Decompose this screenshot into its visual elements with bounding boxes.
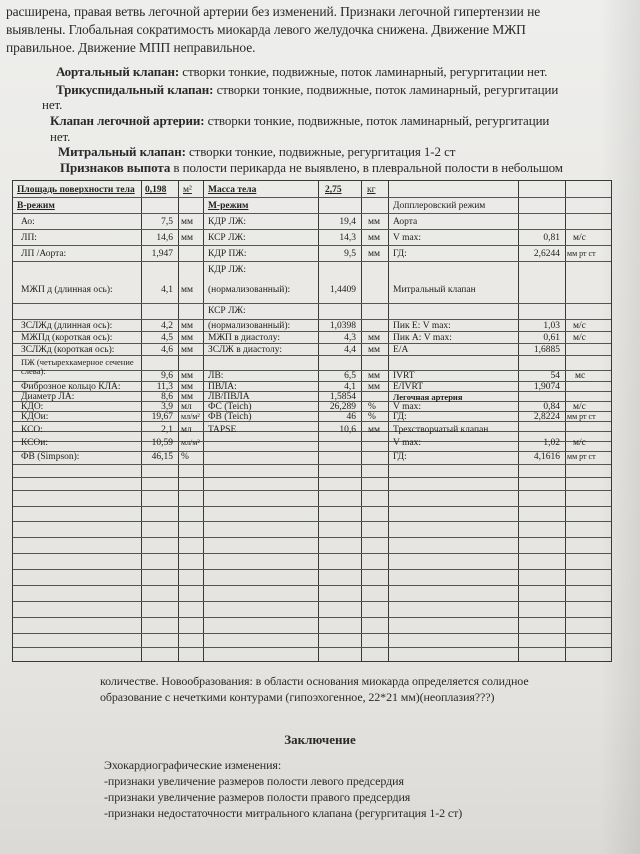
col1-unit: мм	[181, 217, 194, 227]
m-mode-title: М-режим	[208, 201, 249, 211]
col2-value: 10,6	[339, 425, 356, 435]
col2-value: 14,3	[339, 233, 356, 243]
col2-label: ФС (Teich)	[208, 402, 252, 412]
aortic-valve-label: Аортальный клапан:	[56, 64, 180, 79]
col1-label: КСО:	[21, 425, 43, 435]
b-mode-title: В-режим	[17, 201, 55, 211]
col1-value: 4,5	[161, 333, 173, 343]
col2-unit: мм	[368, 345, 381, 355]
tricuspid-valve-text: створки тонкие, подвижные, поток ламинарный, регургитации	[216, 82, 559, 97]
doppler-title: Допплеровский режим	[393, 201, 486, 211]
col2-value: 1,5854	[329, 392, 356, 402]
conclusion-line: -признаки увеличение размеров полости правого предсердия	[104, 790, 411, 804]
col3-label: Аорта	[393, 217, 418, 227]
col1-value: 4,1	[161, 285, 173, 295]
col1-value: 1,947	[151, 249, 173, 259]
col3-unit: мм рт ст	[567, 412, 596, 421]
col1-unit: мм	[181, 233, 194, 243]
tricuspid-valve-cont: нет.	[42, 97, 63, 112]
conclusion-title: Заключение	[284, 732, 356, 747]
col1-label: ПЖ (четырехкамерное сечение слева):	[21, 357, 134, 376]
col2-value: 19,4	[339, 217, 356, 227]
col3-unit: м/с	[573, 438, 586, 448]
col1-label: ЛП:	[21, 233, 37, 243]
col1-unit: мм	[181, 392, 194, 402]
col1-label: МЖПд (короткая ось):	[21, 333, 113, 343]
col2-label: ПВЛА:	[208, 382, 237, 392]
col2-value: 4,4	[344, 345, 356, 355]
col3-value: 1,9074	[533, 382, 560, 392]
effusion-text: в полости перикарда не выявлено, в плевральной полости в небольшом	[173, 160, 563, 175]
col3-label: IVRT	[393, 371, 415, 381]
col3-value: 2,8224	[533, 412, 560, 422]
col2-unit: мм	[368, 371, 381, 381]
measurements-table	[12, 180, 612, 662]
mass-label: Масса тела	[208, 185, 257, 195]
text-line-2: выявлены. Глобальная сократимость миокарда левого желудочка снижена. Движение МЖП	[6, 22, 526, 37]
col3-unit: м/с	[573, 333, 586, 343]
col1-unit: мм	[181, 382, 194, 392]
pulmonary-valve-text: створки тонкие, подвижные, поток ламинарный, регургитации	[207, 113, 550, 128]
col2-value: 26,289	[329, 402, 356, 412]
col3-label: Пик А: V max:	[393, 333, 452, 343]
col3-value: 54	[550, 371, 560, 381]
col1-value: 9,6	[161, 371, 173, 381]
col2-value: 6,5	[344, 371, 356, 381]
neoplasm-line-2: образование с нечеткими контурами (гипоэхогенное, 22*21 мм)(неоплазия???)	[100, 690, 495, 704]
col2-label: МЖП в диастолу:	[208, 333, 281, 343]
col3-value: 1,03	[543, 321, 560, 331]
col2-value: 1,0398	[329, 321, 356, 331]
col3-label: Легочная артерия	[393, 392, 463, 402]
col3-label: V max:	[393, 233, 422, 243]
col2-unit: мм	[368, 233, 381, 243]
col1-label: КДОи:	[21, 412, 49, 422]
neoplasm-line-1	[100, 674, 529, 689]
col1-value: 46,15	[151, 452, 173, 462]
col3-label: Пик Е: V max:	[393, 321, 451, 331]
col2-unit: мм	[368, 382, 381, 392]
pulmonary-valve-label: Клапан легочной артерии:	[50, 113, 205, 128]
bsa-label: Площадь поверхности тела	[17, 185, 135, 195]
col3-value: 2,6244	[533, 249, 560, 259]
col1-label: КДО:	[21, 402, 44, 412]
col2-unit: мм	[368, 333, 381, 343]
col1-label: Диаметр ЛА:	[21, 392, 75, 402]
col1-label: ЛП /Аорта:	[21, 249, 67, 259]
text-line-3: правильное. Движение МПП неправильное.	[6, 40, 256, 55]
col3-label: V max:	[393, 402, 422, 412]
col3-label: ГД:	[393, 249, 407, 259]
col2-label-2: (нормализованный):	[208, 285, 291, 295]
col3-value: 0,81	[543, 233, 560, 243]
conclusion-line: Эхокардиографические изменения:	[104, 758, 282, 772]
col1-label: Ао:	[21, 217, 35, 227]
col3-label: E/IVRT	[393, 382, 424, 392]
col1-value: 2,1	[161, 425, 173, 435]
col2-value: 4,3	[344, 333, 356, 343]
col3-label: ГД:	[393, 452, 407, 462]
col3-value: 1,6885	[533, 345, 560, 355]
col3-value: 0,61	[543, 333, 560, 343]
col2-label: КСР ЛЖ:	[208, 233, 246, 243]
col2-label: ЗСЛЖ в диастолу:	[208, 345, 283, 355]
col2-unit: мм	[368, 217, 381, 227]
col2-label: КДР ПЖ:	[208, 249, 247, 259]
tricuspid-valve-line	[56, 82, 558, 98]
col1-value: 4,2	[161, 321, 173, 331]
conclusion-line: -признаки недостаточности митрального клапана (регургитация 1-2 ст)	[104, 806, 463, 820]
col2-label: ЛВ:	[208, 371, 224, 381]
col3-label: ГД:	[393, 412, 407, 422]
col1-unit: мл	[181, 402, 192, 412]
col1-value: 7,5	[161, 217, 173, 227]
col2-unit: мм	[368, 425, 381, 435]
col2-value: 4,1	[344, 382, 356, 392]
aortic-valve-line	[56, 64, 547, 80]
col1-label: ФВ (Simpson):	[21, 452, 80, 462]
pulmonary-valve-cont: нет.	[50, 129, 71, 144]
col2-label: TAPSE	[208, 425, 237, 435]
mitral-valve-label: Митральный клапан:	[58, 144, 186, 159]
col2-unit: мм	[368, 249, 381, 259]
aortic-valve-text: створки тонкие, подвижные, поток ламинарный, регургитации нет.	[182, 64, 548, 79]
col2-label: КДР ЛЖ:	[208, 217, 247, 227]
col1-unit: мм	[181, 371, 194, 381]
col2-value: 9,5	[344, 249, 356, 259]
col1-label: ЗСЛЖд (короткая ось):	[21, 345, 115, 355]
col1-unit: мл	[181, 425, 192, 435]
col2-label: ФВ (Teich)	[208, 412, 252, 422]
col3-unit: м/с	[573, 402, 586, 412]
tricuspid-valve-label: Трикуспидальный клапан:	[56, 82, 214, 97]
col1-unit: мм	[181, 321, 194, 331]
bsa-value: 0,198	[145, 185, 167, 195]
col2-label-2: (нормализованный):	[208, 321, 291, 331]
col2-unit: %	[368, 412, 376, 422]
col1-value: 19,67	[151, 412, 173, 422]
col3-unit: м/с	[573, 233, 586, 243]
col1-unit: мм	[181, 345, 194, 355]
col2-value: 1,4409	[329, 285, 356, 295]
col1-value: 14,6	[156, 233, 173, 243]
col3-unit: мм рт ст	[567, 249, 596, 258]
col3-unit: мс	[575, 371, 586, 381]
col1-label: КСОи:	[21, 438, 49, 448]
col3-label: Трехстворчатый клапан	[393, 425, 489, 435]
col1-label: ЗСЛЖд (длинная ось):	[21, 321, 113, 331]
effusion-line	[60, 160, 563, 176]
col1-value: 8,6	[161, 392, 173, 402]
col1-value: 4,6	[161, 345, 173, 355]
col1-unit: мм	[181, 285, 194, 295]
col3-value: 1,02	[543, 438, 560, 448]
col2-label: КСР ЛЖ:	[208, 306, 246, 316]
col3-unit: мм рт ст	[567, 452, 596, 461]
col2-value: 46	[346, 412, 356, 422]
col3-unit: м/с	[573, 321, 586, 331]
col1-value: 3,9	[161, 402, 173, 412]
col1-label: Фиброзное кольцо КЛА:	[21, 382, 121, 392]
col1-unit: мл/м²	[181, 438, 200, 447]
col3-value: 0,84	[543, 402, 560, 412]
col2-unit: %	[368, 402, 376, 412]
text-line-1: расширена, правая ветвь легочной артерии без изменений. Признаки легочной гипертензии не	[6, 4, 541, 19]
col1-label: МЖП д (длинная ось):	[21, 285, 113, 295]
col2-label: КДР ЛЖ:	[208, 265, 247, 275]
col3-label: V max:	[393, 438, 422, 448]
neoplasm-text-1: количестве. Новообразования: в области основания миокарда определяется солидное	[100, 674, 529, 688]
col1-value: 11,3	[156, 382, 173, 392]
col1-value: 10,59	[151, 438, 173, 448]
col3-label: Митральный клапан	[393, 285, 476, 295]
mass-unit: кг	[367, 185, 376, 195]
bsa-unit: м²	[183, 185, 192, 195]
conclusion-line: -признаки увеличение размеров полости левого предсердия	[104, 774, 404, 788]
mitral-valve-text: створки тонкие, подвижные, регургитация 1-2 ст	[188, 144, 456, 159]
col1-unit: мл/м²	[181, 412, 200, 421]
col1-unit: %	[181, 452, 189, 462]
col3-label: Е/А	[393, 345, 409, 355]
col2-label: ЛВ/ПВЛА	[208, 392, 250, 402]
col1-unit: мм	[181, 333, 194, 343]
mass-value: 2,75	[325, 185, 342, 195]
effusion-label: Признаков выпота	[60, 160, 171, 175]
col3-value: 4,1616	[533, 452, 560, 462]
mitral-valve-line	[58, 144, 455, 160]
pulmonary-valve-line	[50, 113, 549, 129]
